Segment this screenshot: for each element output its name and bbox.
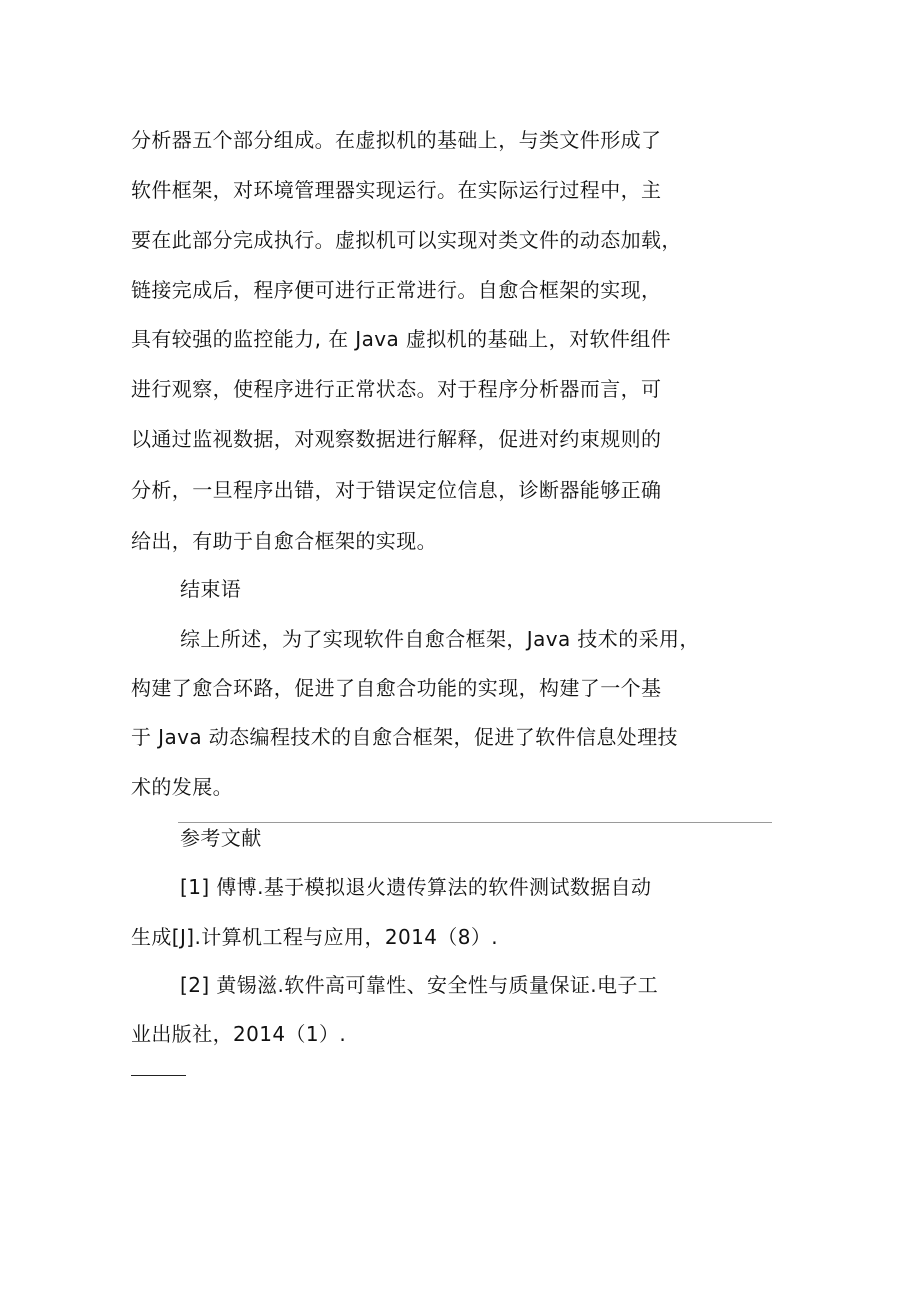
body-line-4: 链接完成后，程序便可进行正常进行。自愈合框架的实现， (131, 278, 662, 302)
footnote-separator (131, 1075, 186, 1076)
reference-2-line-2: 业出版社，2014（1）. (131, 1022, 347, 1046)
conclusion-line-1: 综上所述，为了实现软件自愈合框架，Java 技术的采用， (180, 627, 700, 651)
conclusion-line-4: 术的发展。 (131, 775, 233, 799)
section-divider (178, 822, 772, 823)
body-line-2: 软件框架，对环境管理器实现运行。在实际运行过程中，主 (131, 178, 662, 202)
conclusion-heading: 结束语 (180, 577, 242, 601)
body-line-7: 以通过监视数据，对观察数据进行解释，促进对约束规则的 (131, 427, 662, 451)
conclusion-line-2: 构建了愈合环路，促进了自愈合功能的实现，构建了一个基 (131, 676, 662, 700)
body-line-3: 要在此部分完成执行。虚拟机可以实现对类文件的动态加载， (131, 228, 682, 252)
body-line-9: 给出，有助于自愈合框架的实现。 (131, 529, 437, 553)
references-heading: 参考文献 (180, 826, 262, 850)
conclusion-line-3: 于 Java 动态编程技术的自愈合框架，促进了软件信息处理技 (131, 725, 678, 749)
reference-1-line-2: 生成[J].计算机工程与应用，2014（8）. (131, 925, 499, 949)
body-line-8: 分析，一旦程序出错，对于错误定位信息，诊断器能够正确 (131, 478, 662, 502)
body-line-1: 分析器五个部分组成。在虚拟机的基础上，与类文件形成了 (131, 128, 662, 152)
reference-2-line-1: [2] 黄锡滋.软件高可靠性、安全性与质量保证.电子工 (180, 973, 659, 997)
body-line-6: 进行观察，使程序进行正常状态。对于程序分析器而言，可 (131, 377, 662, 401)
reference-1-line-1: [1] 傅博.基于模拟退火遗传算法的软件测试数据自动 (180, 875, 652, 899)
body-line-5: 具有较强的监控能力, 在 Java 虚拟机的基础上，对软件组件 (131, 327, 672, 351)
